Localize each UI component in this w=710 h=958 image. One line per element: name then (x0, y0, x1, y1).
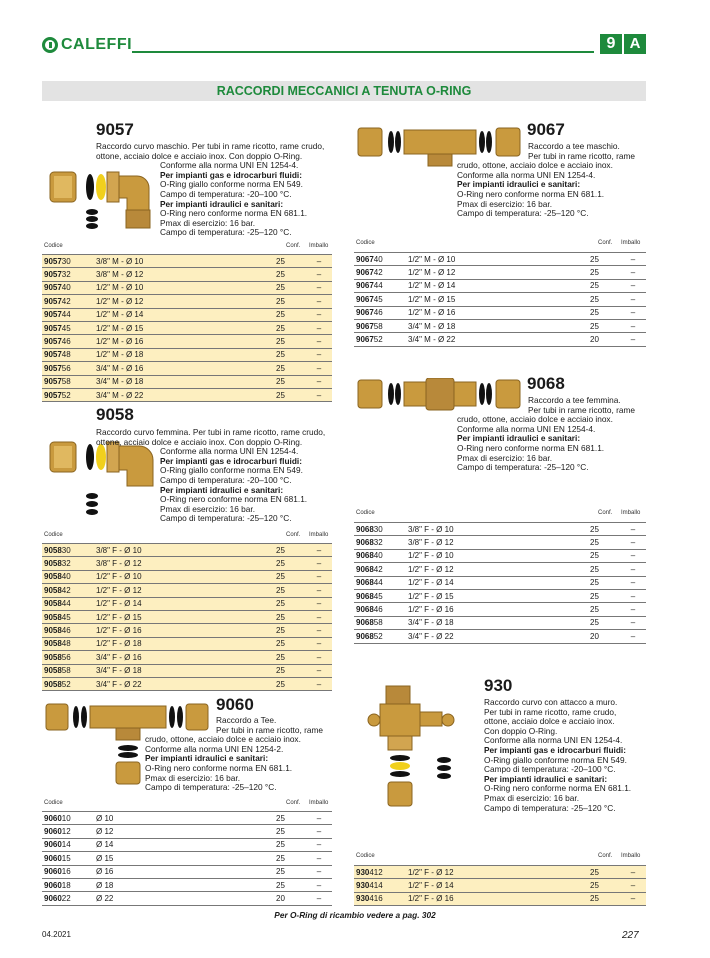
article-code: 905752 (42, 388, 94, 401)
table-row (354, 616, 646, 629)
article-imballo: – (306, 321, 332, 334)
article-size: 3/4" F - Ø 18 (406, 616, 588, 629)
article-conf: 25 (588, 549, 620, 562)
table-row (42, 597, 332, 610)
article-size: 3/4" M - Ø 18 (94, 375, 274, 388)
product-code: 9068 (527, 374, 565, 393)
article-code: 905732 (42, 268, 94, 281)
article-imballo: – (620, 333, 646, 346)
article-code: 906022 (42, 892, 94, 905)
article-conf: 25 (588, 306, 620, 319)
article-size: 1/2" F - Ø 10 (406, 549, 588, 562)
article-size: 1/2" M - Ø 14 (406, 279, 588, 292)
article-conf: 25 (274, 597, 306, 610)
article-size: 3/4" M - Ø 22 (406, 333, 588, 346)
col-header-conf: Conf. (286, 243, 301, 249)
logo-icon (42, 37, 58, 53)
table-row (42, 295, 332, 308)
article-conf: 25 (274, 255, 306, 268)
article-conf: 25 (588, 536, 620, 549)
article-size: 1/2" F - Ø 15 (406, 589, 588, 602)
table-row (42, 335, 332, 348)
article-size: 3/4" M - Ø 22 (94, 388, 274, 401)
col-header-codice: Codice (356, 853, 375, 859)
article-size: 1/2" M - Ø 16 (94, 335, 274, 348)
article-imballo: – (306, 865, 332, 878)
product-description: Raccordo a tee maschio. Per tubi in rame ricotto, rame crudo, ottone, acciaio dolce e acciaio inox. Conforme alla norma UNI EN 1254-4. Per impianti idraulici e sanitari: O-Ring nero conforme norma EN 681.1. Pmax di esercizio: 16 bar. Campo di temperatura: -25–120 °C. (457, 141, 635, 219)
article-size: 3/4" F - Ø 22 (94, 677, 274, 690)
article-size: Ø 22 (94, 892, 274, 905)
col-header-conf: Conf. (286, 532, 301, 538)
product-code: 9060 (216, 695, 254, 714)
article-conf: 25 (588, 266, 620, 279)
article-size: 1/2" M - Ø 10 (406, 253, 588, 266)
article-conf: 25 (274, 570, 306, 583)
article-size: 3/8" F - Ø 12 (406, 536, 588, 549)
product-table-9058 (42, 543, 332, 691)
article-code: 906840 (354, 549, 406, 562)
product-description: Raccordo a Tee. Per tubi in rame ricotto, rame crudo, ottone, acciaio dolce e acciaio inox. Conforme alla norma UNI EN 1254-2. Per impianti idraulici e sanitari: O-Ring nero conforme norma EN 681.1. Pmax di esercizio: 16 bar. Campo di temperatura: -25–120 °C. (145, 715, 323, 793)
article-size: 1/2" F - Ø 10 (94, 570, 274, 583)
article-conf: 25 (588, 293, 620, 306)
col-header-imballo: Imballo (621, 510, 641, 516)
article-conf: 20 (588, 333, 620, 346)
article-code: 905756 (42, 362, 94, 375)
article-code: 906014 (42, 838, 94, 851)
article-size: Ø 12 (94, 825, 274, 838)
col-header-conf: Conf. (598, 240, 613, 246)
article-code: 905832 (42, 557, 94, 570)
article-imballo: – (306, 812, 332, 825)
article-conf: 25 (588, 589, 620, 602)
article-conf: 20 (274, 892, 306, 905)
article-imballo: – (306, 255, 332, 268)
table-row (42, 677, 332, 690)
article-conf: 25 (274, 610, 306, 623)
table-row (42, 624, 332, 637)
article-size: 3/4" M - Ø 16 (94, 362, 274, 375)
article-imballo: – (620, 589, 646, 602)
article-imballo: – (306, 544, 332, 557)
article-code: 906742 (354, 266, 406, 279)
article-code: 930416 (354, 892, 406, 905)
article-conf: 25 (274, 865, 306, 878)
article-code: 906010 (42, 812, 94, 825)
article-imballo: – (306, 852, 332, 865)
article-size: 3/8" M - Ø 12 (94, 268, 274, 281)
article-code: 905848 (42, 637, 94, 650)
article-code: 905746 (42, 335, 94, 348)
article-code: 905740 (42, 281, 94, 294)
table-row (42, 268, 332, 281)
article-imballo: – (306, 610, 332, 623)
header-rule (132, 51, 594, 53)
article-code: 906018 (42, 878, 94, 891)
article-code: 905758 (42, 375, 94, 388)
article-size: Ø 15 (94, 852, 274, 865)
article-conf: 25 (274, 852, 306, 865)
article-code: 905744 (42, 308, 94, 321)
article-imballo: – (306, 878, 332, 891)
article-conf: 25 (588, 879, 620, 892)
product-code: 9057 (96, 120, 134, 139)
article-code: 905845 (42, 610, 94, 623)
article-code: 905742 (42, 295, 94, 308)
col-header-imballo: Imballo (621, 853, 641, 859)
article-imballo: – (620, 549, 646, 562)
article-conf: 25 (274, 281, 306, 294)
article-conf: 25 (274, 268, 306, 281)
article-code: 905730 (42, 255, 94, 268)
article-size: Ø 16 (94, 865, 274, 878)
article-code: 906858 (354, 616, 406, 629)
table-row (354, 293, 646, 306)
article-conf: 25 (274, 838, 306, 851)
article-conf: 25 (274, 825, 306, 838)
table-row (354, 603, 646, 616)
article-code: 905856 (42, 651, 94, 664)
article-conf: 25 (588, 616, 620, 629)
article-size: 3/4" F - Ø 16 (94, 651, 274, 664)
article-conf: 25 (274, 335, 306, 348)
article-code: 905745 (42, 321, 94, 334)
article-imballo: – (620, 616, 646, 629)
product-code: 9067 (527, 120, 565, 139)
product-description: Raccordo curvo con attacco a muro. Per tubi in rame ricotto, rame crudo, ottone, acciaio dolce e acciaio inox. Con doppio O-Ring. Conforme alla norma UNI EN 1254-4. Per impianti gas e idrocarburi fluidi: O-Ring giallo conforme norma EN 549. Campo di temperatura: -20–100 °C. Per impianti idraulici e sanitari: O-Ring nero conforme norma EN 681.1. Pmax di esercizio: 16 bar. Campo di temperatura: -25–120 °C. (484, 697, 632, 813)
article-code: 906745 (354, 293, 406, 306)
article-size: 1/2" F - Ø 14 (406, 576, 588, 589)
article-imballo: – (620, 630, 646, 643)
section-letter: A (624, 34, 646, 54)
logo-text: CALEFFI (61, 36, 133, 53)
table-row (42, 878, 332, 891)
article-conf: 25 (274, 624, 306, 637)
table-row (354, 523, 646, 536)
product-table-9067 (354, 252, 646, 347)
table-row (42, 651, 332, 664)
col-header-conf: Conf. (598, 510, 613, 516)
article-conf: 25 (274, 584, 306, 597)
article-size: 3/8" F - Ø 12 (94, 557, 274, 570)
table-row (42, 321, 332, 334)
article-code: 906012 (42, 825, 94, 838)
footnote: Per O-Ring di ricambio vedere a pag. 302 (274, 910, 436, 920)
table-row (354, 879, 646, 892)
product-code: 9058 (96, 405, 134, 424)
table-row (42, 348, 332, 361)
article-imballo: – (306, 637, 332, 650)
article-imballo: – (306, 892, 332, 905)
article-code: 905830 (42, 544, 94, 557)
col-header-codice: Codice (356, 240, 375, 246)
col-header-imballo: Imballo (309, 243, 329, 249)
page-title: RACCORDI MECCANICI A TENUTA O-RING (42, 81, 646, 101)
article-code: 906744 (354, 279, 406, 292)
article-code: 906752 (354, 333, 406, 346)
article-imballo: – (306, 825, 332, 838)
table-row (42, 838, 332, 851)
article-size: 1/2" M - Ø 12 (406, 266, 588, 279)
table-row (354, 630, 646, 643)
product-table-9060 (42, 811, 332, 906)
article-size: 1/2" M - Ø 14 (94, 308, 274, 321)
article-size: 1/2" F - Ø 15 (94, 610, 274, 623)
article-conf: 25 (588, 866, 620, 879)
table-row (354, 563, 646, 576)
article-imballo: – (306, 362, 332, 375)
article-conf: 25 (588, 563, 620, 576)
article-imballo: – (306, 375, 332, 388)
article-code: 906015 (42, 852, 94, 865)
col-header-conf: Conf. (286, 800, 301, 806)
article-conf: 25 (274, 651, 306, 664)
article-conf: 25 (588, 523, 620, 536)
article-imballo: – (306, 677, 332, 690)
article-imballo: – (620, 536, 646, 549)
col-header-codice: Codice (356, 510, 375, 516)
article-size: 1/2" F - Ø 12 (406, 563, 588, 576)
table-row (354, 536, 646, 549)
article-code: 906844 (354, 576, 406, 589)
article-imballo: – (306, 295, 332, 308)
article-imballo: – (620, 523, 646, 536)
article-size: 1/2" M - Ø 18 (94, 348, 274, 361)
article-code: 905852 (42, 677, 94, 690)
article-size: 3/4" F - Ø 18 (94, 664, 274, 677)
article-imballo: – (306, 281, 332, 294)
article-code: 905840 (42, 570, 94, 583)
article-imballo: – (306, 584, 332, 597)
article-imballo: – (620, 266, 646, 279)
article-imballo: – (620, 293, 646, 306)
article-conf: 20 (588, 630, 620, 643)
article-conf: 25 (588, 603, 620, 616)
article-conf: 25 (274, 557, 306, 570)
col-header-imballo: Imballo (309, 800, 329, 806)
article-conf: 25 (588, 253, 620, 266)
article-size: 1/2" M - Ø 10 (94, 281, 274, 294)
col-header-imballo: Imballo (621, 240, 641, 246)
product-description: Raccordo a tee femmina. Per tubi in rame ricotto, rame crudo, ottone, acciaio dolce e acciaio inox. Conforme alla norma UNI EN 1254-4. Per impianti idraulici e sanitari: O-Ring nero conforme norma EN 681.1. Pmax di esercizio: 16 bar. Campo di temperatura: -25–120 °C. (457, 395, 635, 473)
article-imballo: – (306, 624, 332, 637)
article-conf: 25 (274, 677, 306, 690)
article-imballo: – (620, 866, 646, 879)
table-row (354, 266, 646, 279)
article-imballo: – (306, 570, 332, 583)
table-row (42, 570, 332, 583)
table-row (42, 584, 332, 597)
article-code: 905846 (42, 624, 94, 637)
article-code: 906830 (354, 523, 406, 536)
article-code: 906852 (354, 630, 406, 643)
article-imballo: – (620, 306, 646, 319)
caleffi-logo (42, 36, 132, 54)
article-size: 1/2" F - Ø 16 (406, 892, 588, 905)
table-row (42, 544, 332, 557)
table-row (42, 375, 332, 388)
article-conf: 25 (274, 321, 306, 334)
article-conf: 25 (274, 388, 306, 401)
table-row (42, 865, 332, 878)
table-row (42, 610, 332, 623)
article-size: 1/2" F - Ø 18 (94, 637, 274, 650)
article-imballo: – (306, 597, 332, 610)
article-size: 3/8" F - Ø 10 (406, 523, 588, 536)
article-code: 906740 (354, 253, 406, 266)
article-size: Ø 10 (94, 812, 274, 825)
article-code: 930412 (354, 866, 406, 879)
article-imballo: – (306, 348, 332, 361)
table-row (354, 306, 646, 319)
article-imballo: – (620, 892, 646, 905)
table-row (354, 892, 646, 905)
table-row (42, 255, 332, 268)
article-conf: 25 (274, 664, 306, 677)
article-size: 3/4" F - Ø 22 (406, 630, 588, 643)
article-size: 1/2" F - Ø 14 (406, 879, 588, 892)
article-conf: 25 (588, 576, 620, 589)
article-conf: 25 (274, 878, 306, 891)
article-code: 906842 (354, 563, 406, 576)
article-imballo: – (620, 253, 646, 266)
table-row (354, 333, 646, 346)
product-description: Raccordo curvo femmina. Per tubi in rame ricotto, rame crudo, ottone, acciaio dolce e acciaio inox. Con doppio O-Ring. Conforme alla norma UNI EN 1254-4. Per impianti gas e idrocarburi fluidi: O-Ring giallo conforme norma EN 549. Campo di temperatura: -20–100 °C. Per impianti idraulici e sanitari: O-Ring nero conforme norma EN 681.1. Pmax di esercizio: 16 bar. Campo di temperatura: -25–120 °C. (96, 427, 326, 524)
article-imballo: – (306, 838, 332, 851)
article-code: 906016 (42, 865, 94, 878)
article-imballo: – (306, 335, 332, 348)
product-table-9068 (354, 522, 646, 644)
table-row (354, 589, 646, 602)
article-size: 3/8" M - Ø 10 (94, 255, 274, 268)
article-size: 3/4" M - Ø 18 (406, 319, 588, 332)
table-row (42, 812, 332, 825)
article-conf: 25 (588, 319, 620, 332)
article-imballo: – (620, 563, 646, 576)
article-imballo: – (306, 664, 332, 677)
article-code: 930414 (354, 879, 406, 892)
product-description: Raccordo curvo maschio. Per tubi in rame ricotto, rame crudo, ottone, acciaio dolce e acciaio inox. Con doppio O-Ring. Conforme alla norma UNI EN 1254-4. Per impianti gas e idrocarburi fluidi: O-Ring giallo conforme norma EN 549. Campo di temperatura: -20–100 °C. Per impianti idraulici e sanitari: O-Ring nero conforme norma EN 681.1. Pmax di esercizio: 16 bar. Campo di temperatura: -25–120 °C. (96, 141, 325, 238)
table-row (42, 281, 332, 294)
edition-date: 04.2021 (42, 930, 71, 939)
product-table-930 (354, 865, 646, 906)
article-size: 1/2" M - Ø 12 (94, 295, 274, 308)
table-row (42, 557, 332, 570)
article-size: 1/2" F - Ø 16 (406, 603, 588, 616)
article-size: 1/2" M - Ø 15 (406, 293, 588, 306)
table-row (42, 362, 332, 375)
table-row (42, 825, 332, 838)
article-code: 906845 (354, 589, 406, 602)
fitting-image-930 (366, 682, 462, 828)
article-code: 905748 (42, 348, 94, 361)
article-conf: 25 (588, 279, 620, 292)
col-header-imballo: Imballo (309, 532, 329, 538)
article-code: 905844 (42, 597, 94, 610)
article-code: 906846 (354, 603, 406, 616)
article-conf: 25 (274, 637, 306, 650)
article-imballo: – (306, 388, 332, 401)
article-imballo: – (306, 651, 332, 664)
article-conf: 25 (274, 362, 306, 375)
table-row (42, 892, 332, 905)
article-imballo: – (620, 603, 646, 616)
col-header-codice: Codice (44, 532, 63, 538)
section-number: 9 (600, 34, 622, 54)
article-imballo: – (620, 319, 646, 332)
article-conf: 25 (274, 348, 306, 361)
article-imballo: – (306, 268, 332, 281)
product-table-9057 (42, 254, 332, 402)
table-row (42, 664, 332, 677)
article-size: 3/8" F - Ø 10 (94, 544, 274, 557)
table-row (42, 308, 332, 321)
article-size: Ø 18 (94, 878, 274, 891)
article-size: 1/2" F - Ø 12 (94, 584, 274, 597)
table-row (354, 866, 646, 879)
col-header-conf: Conf. (598, 853, 613, 859)
article-conf: 25 (274, 375, 306, 388)
article-conf: 25 (588, 892, 620, 905)
article-size: Ø 14 (94, 838, 274, 851)
article-imballo: – (620, 879, 646, 892)
table-row (42, 388, 332, 401)
article-code: 906832 (354, 536, 406, 549)
article-imballo: – (620, 279, 646, 292)
article-code: 906746 (354, 306, 406, 319)
article-imballo: – (306, 557, 332, 570)
table-row (354, 576, 646, 589)
table-row (354, 549, 646, 562)
table-row (354, 253, 646, 266)
table-row (354, 319, 646, 332)
table-row (42, 852, 332, 865)
article-conf: 25 (274, 812, 306, 825)
article-code: 905842 (42, 584, 94, 597)
table-row (42, 637, 332, 650)
article-code: 906758 (354, 319, 406, 332)
article-conf: 25 (274, 295, 306, 308)
article-size: 1/2" M - Ø 15 (94, 321, 274, 334)
article-imballo: – (306, 308, 332, 321)
article-conf: 25 (274, 308, 306, 321)
page-number: 227 (622, 930, 639, 941)
article-conf: 25 (274, 544, 306, 557)
article-imballo: – (620, 576, 646, 589)
col-header-codice: Codice (44, 800, 63, 806)
article-size: 1/2" F - Ø 16 (94, 624, 274, 637)
article-size: 1/2" F - Ø 12 (406, 866, 588, 879)
article-size: 1/2" F - Ø 14 (94, 597, 274, 610)
table-row (354, 279, 646, 292)
article-size: 1/2" M - Ø 16 (406, 306, 588, 319)
col-header-codice: Codice (44, 243, 63, 249)
product-code: 930 (484, 676, 513, 695)
article-code: 905858 (42, 664, 94, 677)
